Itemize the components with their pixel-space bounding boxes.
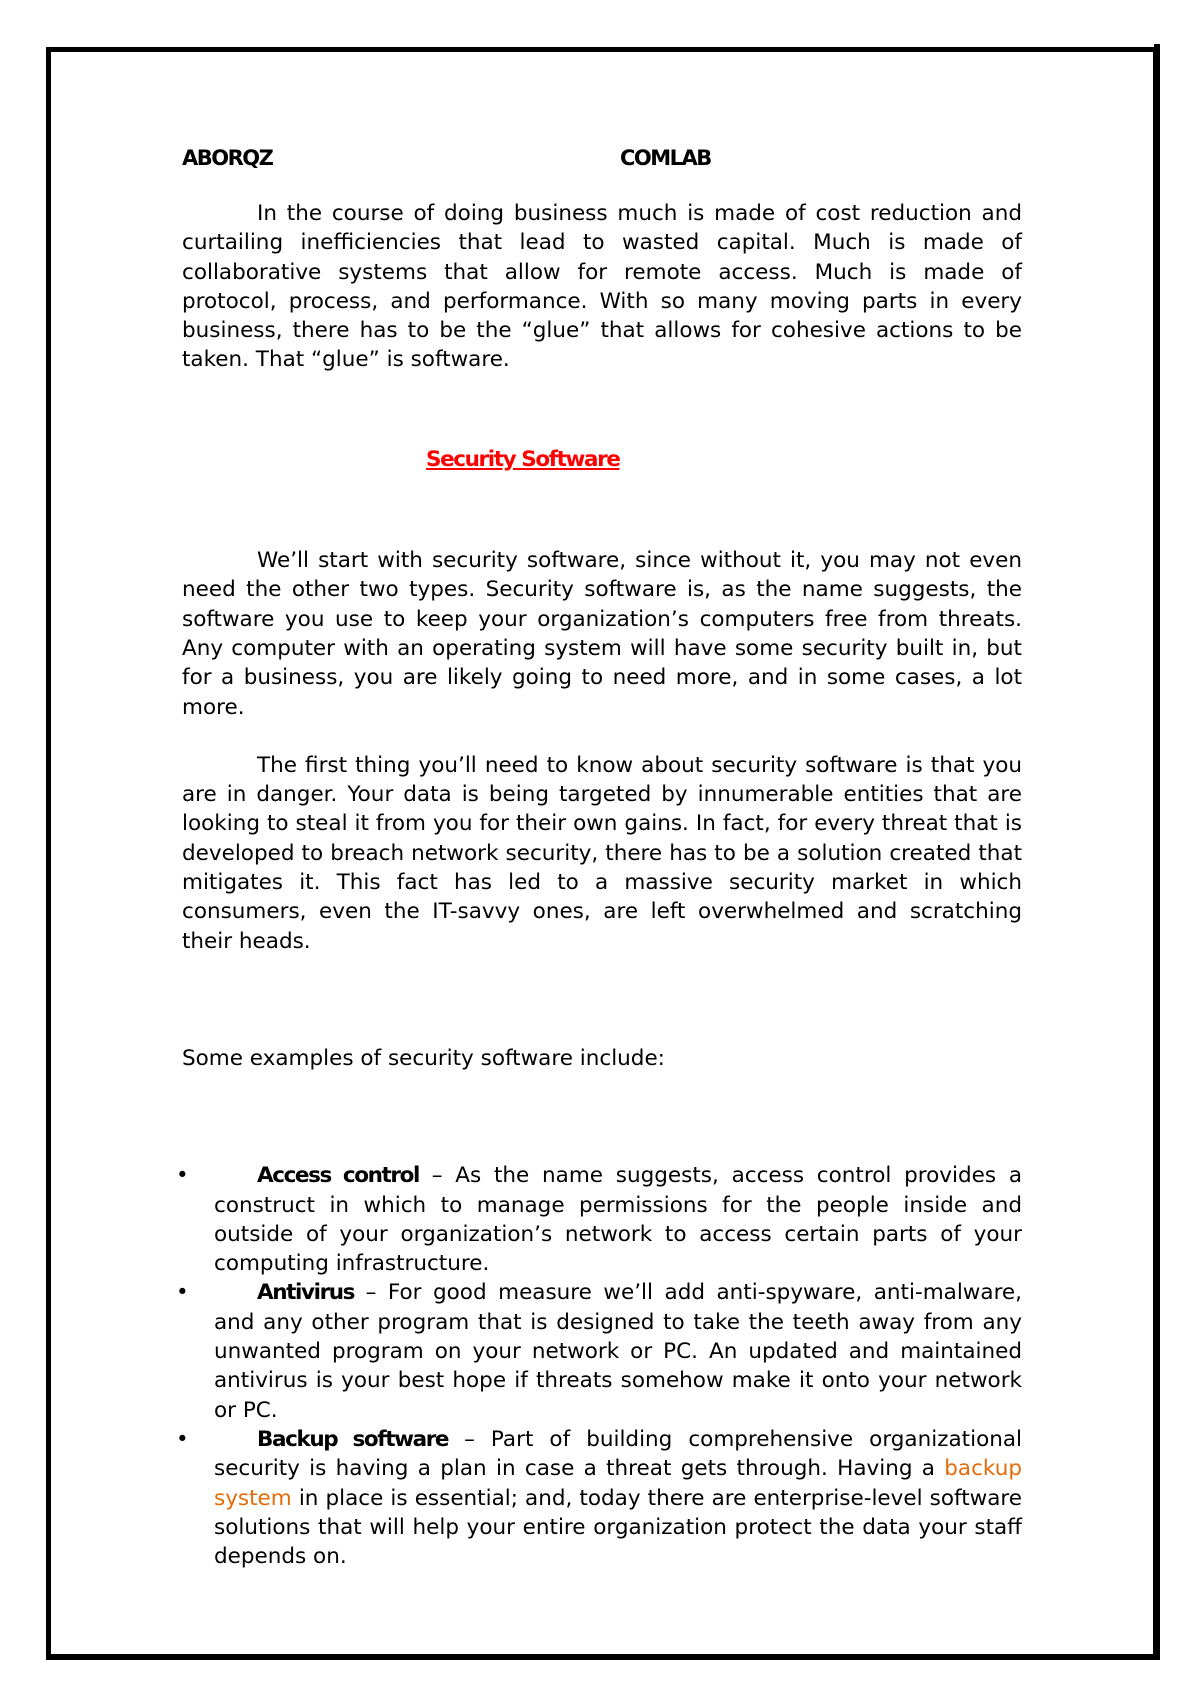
bullet-icon: • [176,1426,189,1452]
document-header [182,144,1022,174]
list-item-text: – As the name suggests, access control provides a construct in which to manage permissions for the people inside and outside of your organization’s network to access certain parts of your computing infrastructure. [214,1163,1022,1277]
header-right-text: COMLAB [620,146,711,170]
bullet-icon: • [176,1280,189,1306]
list-item-term: Backup software [257,1426,449,1452]
bullet-icon: • [176,1163,189,1189]
list-item-text: in place is essential; and, today there are enterprise-level software solutions that will help your entire organization protect the data your staff depends on. [214,1485,1022,1570]
intro-paragraph: In the course of doing business much is made of cost reduction and curtailing inefficiencies that lead to wasted capital. Much is made of collaborative systems that allow for remote access. Much is made of protocol, process, and performance. With so many moving parts in every business, there has to be the “glue” that allows for cohesive actions to be taken. That “glue” is software. [182,201,1022,373]
header-left-text: ABORQZ [182,146,273,170]
list-item-text: – For good measure we’ll add anti-spyware, anti-malware, and any other program that is designed to take the teeth away from any unwanted program on your network or PC. An updated and maintained antivirus is your best hope if threats somehow make it onto your network or PC. [214,1280,1022,1423]
backup-system-link[interactable]: backup system [214,1456,1022,1511]
examples-intro: Some examples of security software include: [182,1045,665,1071]
list-item-term: Access control [257,1163,419,1189]
list-item [176,1425,1023,1571]
examples-list [176,1161,1023,1571]
paragraph-2: The first thing you’ll need to know about security software is that you are in danger. Your data is being targeted by innumerable entities that are looking to steal it from you for their own gains. In fact, for every threat that is developed to breach network security, there has to be a solution created that mitigates it. This fact has led to a massive security market in which consumers, even the IT-savvy ones, are left overwhelmed and scratching their heads. [182,752,1022,954]
paragraph-1: We’ll start with security software, since without it, you may not even need the other two types. Security software is, as the name suggests, the software you use to keep your organization’s computers free from threats. Any computer with an operating system will have some security built in, but for a business, you are likely going to need more, and in some cases, a lot more. [182,548,1022,720]
section-title: Security Software [426,446,620,472]
document-body [176,144,1023,1571]
list-item-text: – Part of building comprehensive organizational security is having a plan in case a threat gets through. Having a [214,1426,1023,1482]
list-item [176,1278,1022,1424]
list-item [176,1161,1022,1278]
list-item-term: Antivirus [257,1280,355,1306]
